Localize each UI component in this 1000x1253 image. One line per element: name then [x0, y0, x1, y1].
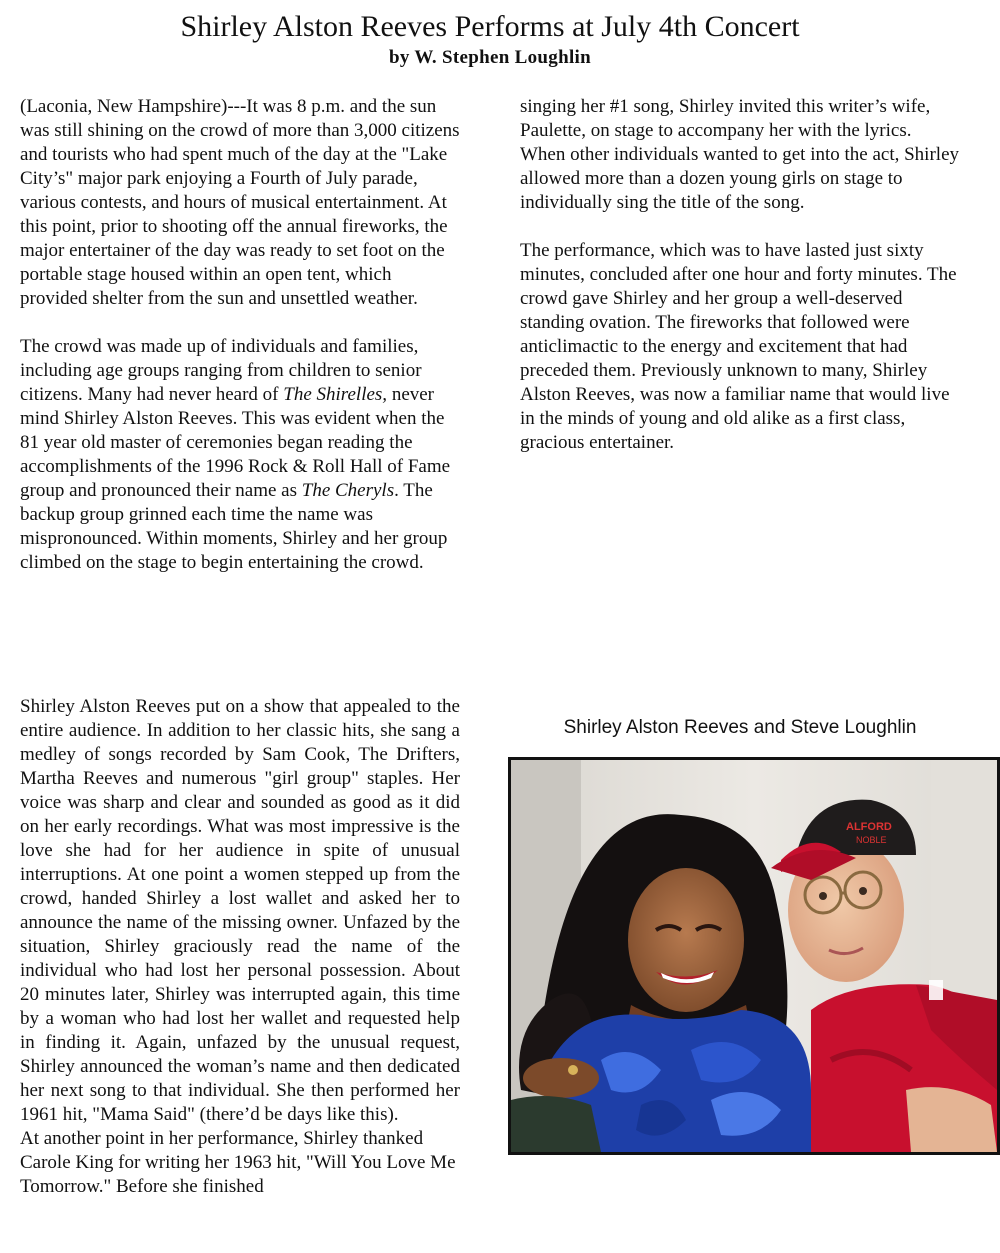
- text-run: never mind Shirley Alston Reeves. This was evident when the 81 year old master of ceremonies began reading the accomplishments of the 1996 Rock & Roll Hall of Fame group and pronounced their name as: [20, 384, 451, 501]
- paragraph-singing: singing her #1 song, Shirley invited this writer’s wife, Paulette, on stage to accompany her with the lyrics. When other individuals wanted to get into the act, Shirley allowed more than a dozen young girls on stage to individually sing the title of the song.: [520, 96, 960, 213]
- italic-text: The Cheryls: [301, 480, 395, 501]
- article-title: Shirley Alston Reeves Performs at July 4th Concert: [180, 10, 800, 43]
- right-column: [520, 95, 960, 455]
- svg-text:ALFORD: ALFORD: [846, 821, 892, 833]
- photo: [508, 757, 1000, 1155]
- text-run: . The backup group grinned each time the name was mispronounced. Within moments, Shirley and her group climbed on the stage to begin entertaining the crowd.: [20, 480, 448, 573]
- photo-caption: Shirley Alston Reeves and Steve Loughlin: [563, 717, 917, 738]
- italic-text: The Shirelles,: [283, 384, 388, 405]
- paragraph-show: Shirley Alston Reeves put on a show that appealed to the entire audience. In addition to her classic hits, she sang a medley of songs recorded by Sam Cook, The Drifters, Martha Reeves and numerous "girl group" staples. Her voice was sharp and clear and sounded as good as it did on her early recordings. What was most impressive is the love she had for her audience in spite of unusual interruptions. At one point a women stepped up from the crowd, handed Shirley a lost wallet and asked her to announce the name of the missing owner. Unfazed by the situation, Shirley graciously read the name of the individual who had lost her personal possession. About 20 minutes later, Shirley was interrupted again, this time by a woman who had lost her wallet and requested help in finding it. Again, unfazed by the unusual request, Shirley announced the woman’s name and then dedicated her next song to that individual. She then performed her 1961 hit, "Mama Said" (there’d be days like this).: [20, 696, 460, 1125]
- text-run: The crowd was made up of individuals and families, including age groups ranging from children to senior citizens. Many had never heard of: [20, 336, 422, 405]
- svg-text:NOBLE: NOBLE: [856, 835, 887, 845]
- paragraph-performance: The performance, which was to have lasted just sixty minutes, concluded after one hour and forty minutes. The crowd gave Shirley and her group a well-deserved standing ovation. The fireworks that followed were anticlimactic to the energy and excitement that had preceded them. Previously unknown to many, Shirley Alston Reeves, was now a familiar name that would live in the minds of young and old alike as a first class, gracious entertainer.: [520, 240, 957, 453]
- paragraph-carole-king: At another point in her performance, Shirley thanked Carole King for writing her 1963 hit, "Will You Love Me Tomorrow." Before she finished: [20, 1128, 456, 1197]
- paragraph-crowd: [20, 335, 460, 575]
- paragraph-intro: (Laconia, New Hampshire)---It was 8 p.m. and the sun was still shining on the crowd of more than 3,000 citizens and tourists who had spent much of the day at the "Lake City’s" major park enjoying a Fourth of July parade, various contests, and hours of musical entertainment. At this point, prior to shooting off the annual fireworks, the major entertainer of the day was ready to set foot on the portable stage housed within an open tent, which provided shelter from the sun and unsettled weather.: [20, 96, 460, 309]
- left-column-bottom: [20, 695, 460, 1199]
- left-column-top: [20, 95, 460, 575]
- photo-illustration: [511, 760, 997, 1152]
- article-byline: by W. Stephen Loughlin: [389, 47, 591, 68]
